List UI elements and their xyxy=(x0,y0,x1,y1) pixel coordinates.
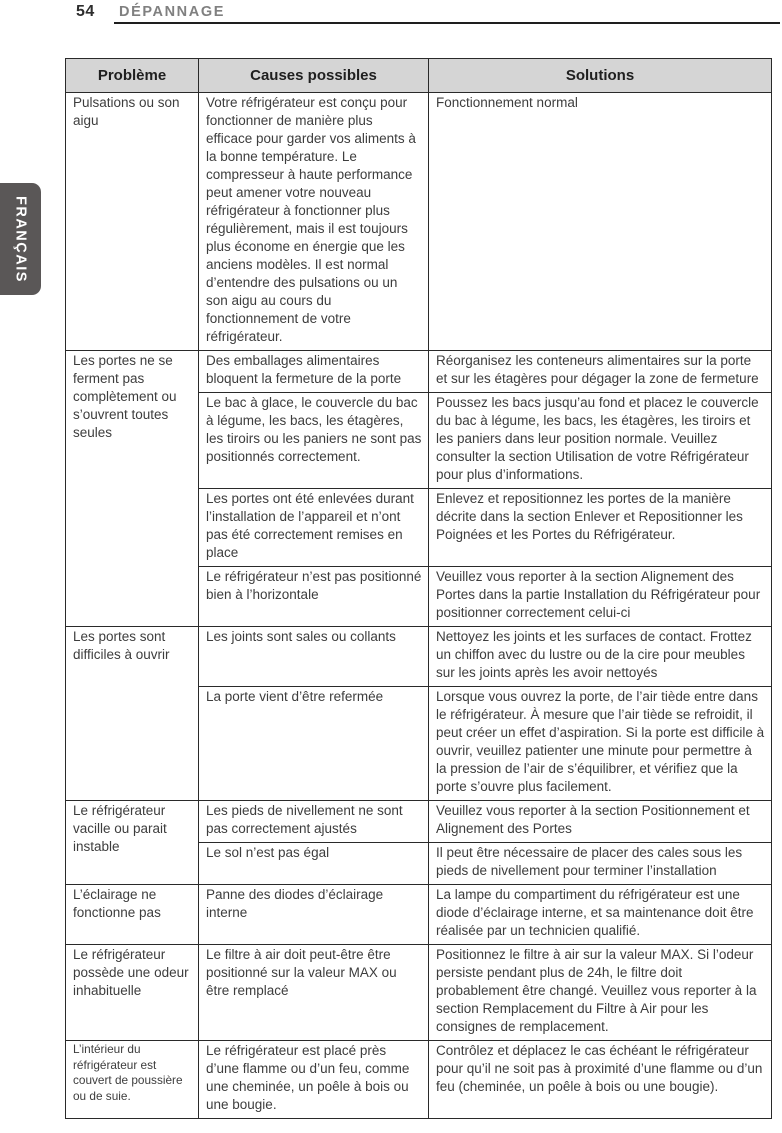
cause-cell: Le filtre à air doit peut-être être positionné sur la valeur MAX ou être remplacé xyxy=(199,945,429,1041)
troubleshooting-table xyxy=(65,58,772,1119)
cause-cell: Les portes ont été enlevées durant l’installation de l’appareil et n’ont pas été correctement remises en place xyxy=(199,489,429,567)
table-row xyxy=(66,627,772,687)
table-body xyxy=(66,93,772,1119)
cause-cell: Les pieds de nivellement ne sont pas correctement ajustés xyxy=(199,801,429,843)
problem-cell: Le réfrigérateur possède une odeur inhabituelle xyxy=(66,945,199,1041)
table-row xyxy=(66,885,772,945)
cause-cell: Des emballages alimentaires bloquent la fermeture de la porte xyxy=(199,351,429,393)
page-number: 54 xyxy=(76,3,95,20)
cause-cell: Panne des diodes d’éclairage interne xyxy=(199,885,429,945)
cause-cell: La porte vient d’être refermée xyxy=(199,687,429,801)
problem-cell: L’éclairage ne fonctionne pas xyxy=(66,885,199,945)
solution-cell: Veuillez vous reporter à la section Positionnement et Alignement des Portes xyxy=(429,801,772,843)
table-row xyxy=(66,801,772,843)
solution-cell: Positionnez le filtre à air sur la valeur MAX. Si l’odeur persiste pendant plus de 24h, le filtre doit probablement être changé. Veuillez vous reporter à la section Remplacement du Filtre à Air pour les consignes de remplacement. xyxy=(429,945,772,1041)
solution-cell: Réorganisez les conteneurs alimentaires sur la porte et sur les étagères pour dégager la zone de fermeture xyxy=(429,351,772,393)
problem-cell: Le réfrigérateur vacille ou parait instable xyxy=(66,801,199,885)
cause-cell: Le réfrigérateur est placé près d’une flamme ou d’un feu, comme une cheminée, un poêle à bois ou une bougie. xyxy=(199,1041,429,1119)
section-title: DÉPANNAGE xyxy=(119,4,225,20)
solution-cell: Lorsque vous ouvrez la porte, de l’air tiède entre dans le réfrigérateur. À mesure que l’air tiède se refroidit, il peut créer un effet d’aspiration. Si la porte est difficile à ouvrir, veuillez patienter une minute pour permettre à la pression de l’air de s’équilibrer, et vérifiez que la porte s’ouvre plus facilement. xyxy=(429,687,772,801)
problem-cell: Pulsations ou son aigu xyxy=(66,93,199,351)
table-header-row xyxy=(66,59,772,93)
header-rule xyxy=(114,22,780,24)
col-header-solutions: Solutions xyxy=(429,59,772,93)
col-header-probleme: Problème xyxy=(66,59,199,93)
solution-cell: Poussez les bacs jusqu’au fond et placez le couvercle du bac à légume, les bacs, les étagères, les tiroirs et les paniers dans leur position normale. Veuillez consulter la section Utilisation de votre Réfrigérateur pour plus d’informations. xyxy=(429,393,772,489)
problem-cell: Les portes ne se ferment pas complètement ou s’ouvrent toutes seules xyxy=(66,351,199,627)
solution-cell: Veuillez vous reporter à la section Alignement des Portes dans la partie Installation du Réfrigérateur pour positionner correctement celui-ci xyxy=(429,567,772,627)
cause-cell: Les joints sont sales ou collants xyxy=(199,627,429,687)
cause-cell: Votre réfrigérateur est conçu pour fonctionner de manière plus efficace pour garder vos aliments à la bonne température. Le compresseur à haute performance peut amener votre nouveau réfrigérateur à fonctionner plus régulièrement, mais il est toujours plus économe en énergie que les anciens modèles. Il est normal d’entendre des pulsations ou un son aigu au cours du fonctionnement de votre réfrigérateur. xyxy=(199,93,429,351)
problem-cell: Les portes sont difficiles à ouvrir xyxy=(66,627,199,801)
solution-cell: Contrôlez et déplacez le cas échéant le réfrigérateur pour qu’il ne soit pas à proximité d’une flamme ou d’un feu (cheminée, un poêle à bois ou une bougie). xyxy=(429,1041,772,1119)
solution-cell: Il peut être nécessaire de placer des cales sous les pieds de nivellement pour terminer l’installation xyxy=(429,843,772,885)
page-header xyxy=(0,0,782,30)
solution-cell: Fonctionnement normal xyxy=(429,93,772,351)
col-header-causes: Causes possibles xyxy=(199,59,429,93)
table-row xyxy=(66,93,772,351)
language-tab-label: FRANÇAIS xyxy=(12,195,29,283)
table-row xyxy=(66,1041,772,1119)
problem-cell: L’intérieur du réfrigérateur est couvert de poussière ou de suie. xyxy=(66,1041,199,1119)
cause-cell: Le sol n’est pas égal xyxy=(199,843,429,885)
cause-cell: Le bac à glace, le couvercle du bac à légume, les bacs, les étagères, les tiroirs ou les paniers ne sont pas positionnés correctement. xyxy=(199,393,429,489)
solution-cell: Nettoyez les joints et les surfaces de contact. Frottez un chiffon avec du lustre ou de la cire pour meubles sur les joints après les avoir nettoyés xyxy=(429,627,772,687)
table-row xyxy=(66,945,772,1041)
table-row xyxy=(66,351,772,393)
language-tab-francais xyxy=(0,183,41,295)
solution-cell: Enlevez et repositionnez les portes de la manière décrite dans la section Enlever et Repositionner les Poignées et les Portes du Réfrigérateur. xyxy=(429,489,772,567)
solution-cell: La lampe du compartiment du réfrigérateur est une diode d’éclairage interne, et sa maintenance doit être réalisée par un technicien qualifié. xyxy=(429,885,772,945)
cause-cell: Le réfrigérateur n’est pas positionné bien à l’horizontale xyxy=(199,567,429,627)
